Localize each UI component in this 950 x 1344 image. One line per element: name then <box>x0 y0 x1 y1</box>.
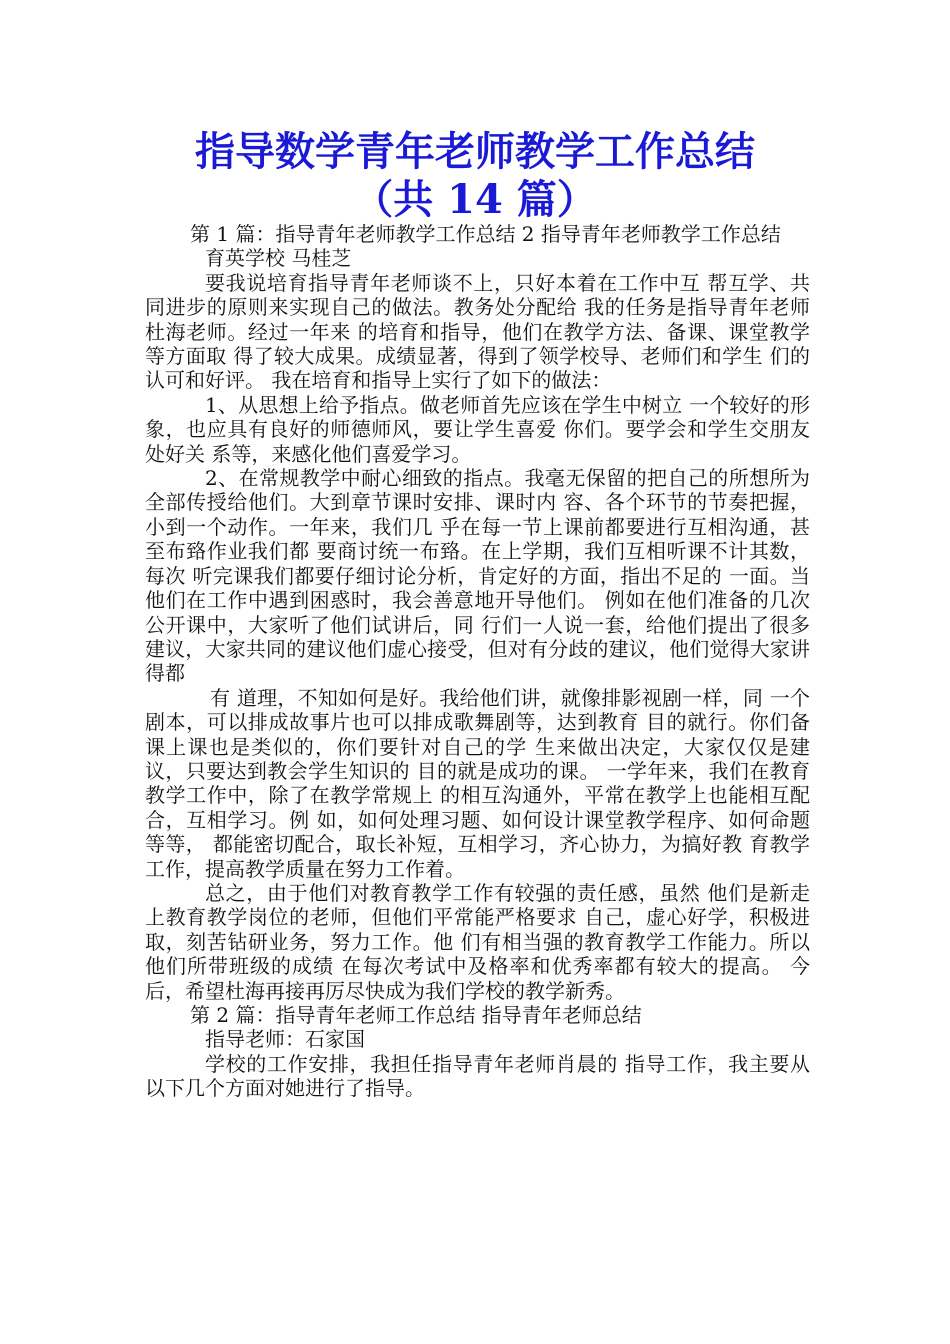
paragraph: 1、从思想上给予指点。做老师首先应该在学生中树立 一个较好的形象，也应具有良好的师德师风，要让学生喜爱 你们。要学会和学生交朋友处好关 系等，来感化他们喜爱学习。 <box>145 392 810 466</box>
document-title-line-2: （共 14 篇） <box>353 176 597 223</box>
author-line-2: 指导老师：石家国 <box>205 1027 365 1052</box>
author-line-1: 育英学校 马桂芝 <box>205 246 352 271</box>
paragraph: 有 道理，不知如何是好。我给他们讲，就像排影视剧一样，同 一个剧本，可以排成故事片也可以排成歌舞剧等，达到教育 目的就行。你们备课上课也是类似的，你们要针对自己的学 生来做出决定，大家仅仅是建议，只要达到教会学生知识的 目的就是成功的课。 一学年来，我们在教育教学工作中，除了在教学常规上 的相互沟通外，平常在教学上也能相互配合，互相学习。例 如，如何处理习题、如何设计课堂教学程序、如何命题等等， 都能密切配合，取长补短，互相学习，齐心协力，为搞好教 育教学工作，提高教学质量在努力工作着。 <box>145 685 810 881</box>
paragraph: 学校的工作安排，我担任指导青年老师肖晨的 指导工作，我主要从以下几个方面对她进行了指导。 <box>145 1051 810 1101</box>
section-heading-2: 第 2 篇：指导青年老师工作总结 指导青年老师总结 <box>190 1003 642 1027</box>
paragraph: 2、在常规教学中耐心细致的指点。我毫无保留的把自己的所想所为全部传授给他们。大到章节课时安排、课时内 容、各个环节的节奏把握，小到一个动作。一年来，我们几 乎在每一节上课前都要进行互相沟通，甚至布臵作业我们都 要商讨统一布臵。在上学期，我们互相听课不计其数，每次 听完课我们都要仔细讨论分析，肯定好的方面，指出不足的 一面。当他们在工作中遇到困惑时，我会善意地开导他们。 例如在他们准备的几次公开课中，大家听了他们试讲后，同 行们一人说一套，给他们提出了很多建议，大家共同的建议他们虚心接受，但对有分歧的建议，他们觉得大家讲得都 <box>145 466 810 686</box>
paragraph: 要我说培育指导青年老师谈不上，只好本着在工作中互 帮互学、共同进步的原则来实现自己的做法。教务处分配给 我的任务是指导青年老师杜海老师。经过一年来 的培育和指导，他们在教学方法、备课、课堂教学等方面取 得了较大成果。成绩显著，得到了领学校导、老师们和学生 们的认可和好评。 我在培育和指导上实行了如下的做法： <box>145 270 810 393</box>
document-title-line-1: 指导数学青年老师教学工作总结 <box>195 128 755 175</box>
section-heading-1: 第 1 篇：指导青年老师教学工作总结 2 指导青年老师教学工作总结 <box>190 222 781 246</box>
paragraph: 总之，由于他们对教育教学工作有较强的责任感，虽然 他们是新走上教育教学岗位的老师，但他们平常能严格要求 自己，虚心好学，积极进取，刻苦钻研业务，努力工作。他 们有相当强的教育教学工作能力。所以他们所带班级的成绩 在每次考试中及格率和优秀率都有较大的提高。 今后，希望杜海再接再厉尽快成为我们学校的教学新秀。 <box>145 880 810 1003</box>
document-body <box>145 222 810 1101</box>
